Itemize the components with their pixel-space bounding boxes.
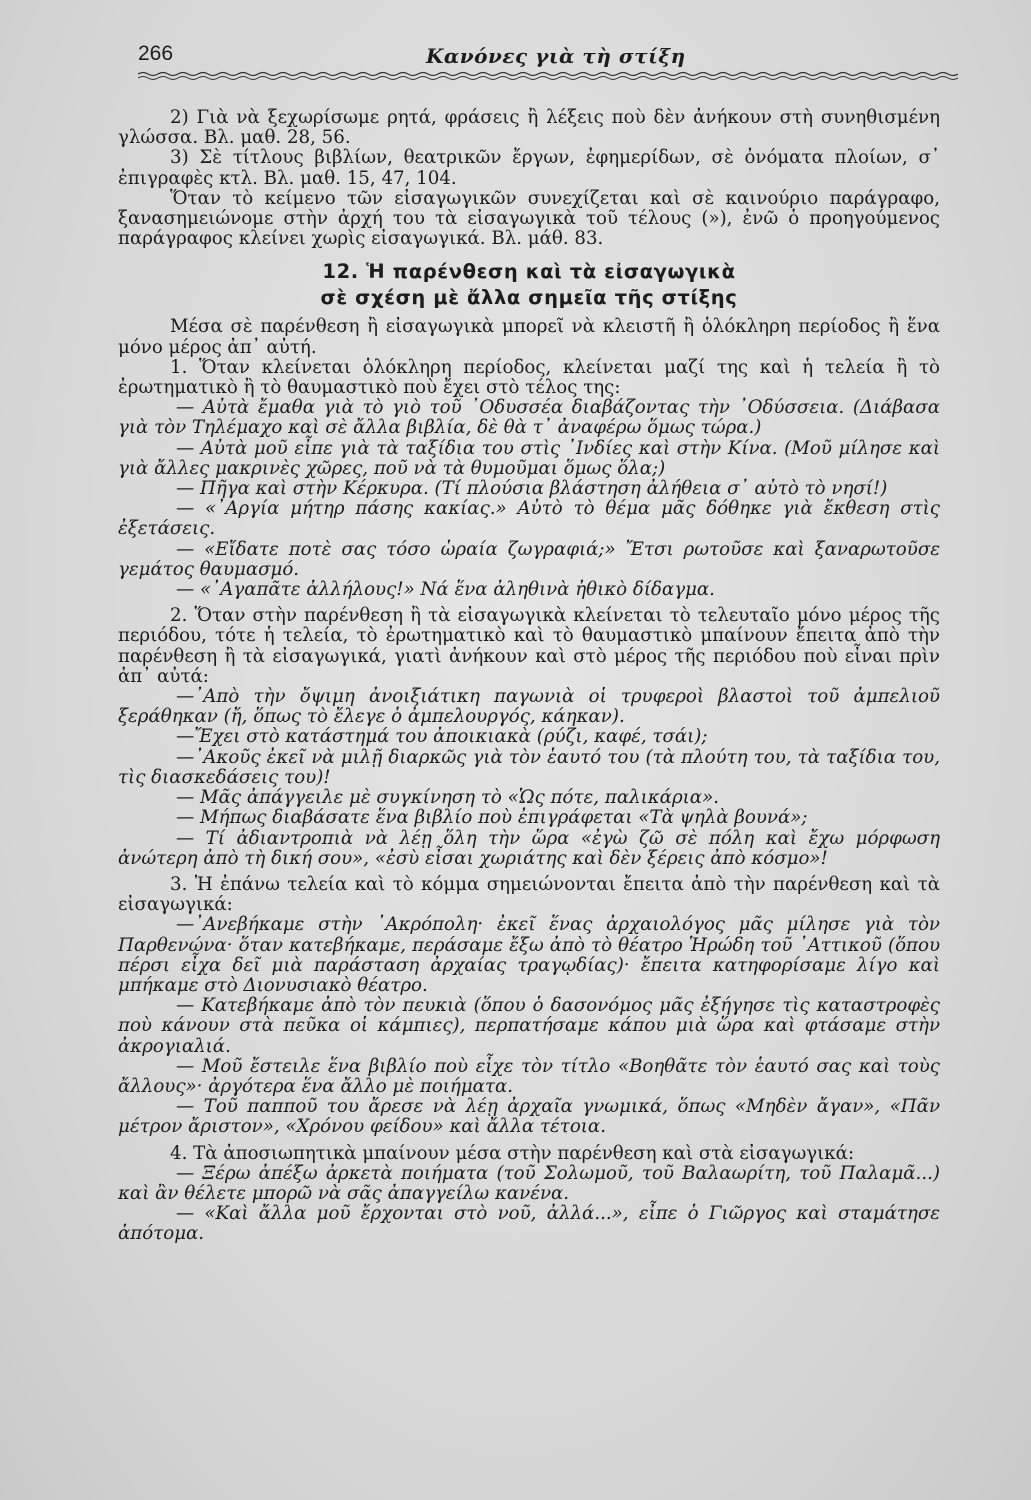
example-paragraph: — Μᾶς ἀπάγγειλε μὲ συγκίνηση τὸ «Ὡς πότε, παλικάρια». bbox=[176, 787, 719, 809]
page-body bbox=[118, 108, 940, 1245]
example-paragraph: — Κατεβήκαμε ἀπὸ τὸν πευκιὰ (ὅπου ὁ δασονόμος μᾶς ἐξήγησε τὶς καταστροφὲς ποὺ κάνουν στὰ πεῦκα οἱ κάμπιες), περπατήσαμε κάπου μιὰ ὥρα καὶ φτάσαμε στὴν ἀκρογιαλιά. bbox=[118, 995, 940, 1057]
section-heading-line-1: 12. Ἡ παρένθεση καὶ τὰ εἰσαγωγικὰ bbox=[322, 260, 736, 284]
example-paragraph: — «Εἴδατε ποτὲ σας τόσο ὡραία ζωγραφιά;» Ἔτσι ρωτοῦσε καὶ ξαναρωτοῦσε γεμάτος θαυμασμό. bbox=[118, 538, 940, 580]
example-paragraph: —᾽Ανεβήκαμε στὴν ᾽Ακρόπολη· ἐκεῖ ἕνας ἀρχαιολόγος μᾶς μίλησε γιὰ τὸν Παρθενώνα· ὅταν κατεβήκαμε, περάσαμε ἔξω ἀπὸ τὸ θέατρο Ἡρώδη τοῦ ᾽Αττικοῦ (ὅπου πέρσι εἶχα δεῖ μιὰ παράσταση ἀρχαίας τραγῳδίας)· ἔπειτα κατηφορίσαμε λίγο καὶ μπήκαμε στὸ Διονυσιακὸ θέατρο. bbox=[118, 914, 940, 996]
page-number: 266 bbox=[138, 42, 174, 65]
example-paragraph: — «Καὶ ἄλλα μοῦ ἔρχονται στὸ νοῦ, ἀλλά...», εἶπε ὁ Γιῶργος καὶ σταμάτησε ἀπότομα. bbox=[118, 1203, 940, 1245]
page-header bbox=[138, 40, 958, 80]
example-paragraph: —᾽Ακοῦς ἐκεῖ νὰ μιλῇ διαρκῶς γιὰ τὸν ἑαυτό του (τὰ πλούτη του, τὰ ταξίδια του, τὶς διασκεδάσεις του)! bbox=[118, 746, 940, 788]
rule-1-paragraph: 1. Ὅταν κλείνεται ὁλόκληρη περίοδος, κλείνεται μαζί της καὶ ἡ τελεία ἢ τὸ ἐρωτηματικὸ ἢ τὸ θαυμαστικὸ ποὺ ἔχει στὸ τέλος της: bbox=[118, 356, 940, 399]
rule-2-paragraph: 2) Γιὰ νὰ ξεχωρίσωμε ρητά, φράσεις ἢ λέξεις ποὺ δὲν ἀνήκουν στὴ συνηθισμένη γλώσσα. Βλ. μαθ. 28, 56. bbox=[118, 107, 940, 149]
example-paragraph: — «᾽Αγαπᾶτε ἀλλήλους!» Νά ἕνα ἀληθινὰ ἠθικὸ δίδαγμα. bbox=[176, 579, 715, 601]
example-paragraph: — Πῆγα καὶ στὴν Κέρκυρα. (Τί πλούσια βλάστηση ἀλήθεια σ᾽ αὐτὸ τὸ νησί!) bbox=[176, 478, 888, 500]
example-paragraph: —Ἔχει στὸ κατάστημά του ἀποικιακὰ (ρύζι, καφέ, τσάι); bbox=[176, 726, 708, 748]
example-paragraph: —᾽Απὸ τὴν ὄψιμη ἀνοιξιάτικη παγωνιὰ οἱ τρυφεροὶ βλαστοὶ τοῦ ἀμπελιοῦ ξεράθηκαν (ἤ, ὅπως τὸ ἔλεγε ὁ ἀμπελουργός, κάηκαν). bbox=[118, 686, 940, 728]
example-paragraph: — Μήπως διαβάσατε ἕνα βιβλίο ποὺ ἐπιγράφεται «Τὰ ψηλὰ βουνά»; bbox=[176, 807, 808, 829]
example-paragraph: — Ξέρω ἀπέξω ἀρκετὰ ποιήματα (τοῦ Σολωμοῦ, τοῦ Βαλαωρίτη, τοῦ Παλαμᾶ...) καὶ ἂν θέλετε μπορῶ νὰ σᾶς ἀπαγγείλω κανένα. bbox=[118, 1162, 940, 1204]
example-paragraph: — «᾽Αργία μήτηρ πάσης κακίας.» Αὐτὸ τὸ θέμα μᾶς δόθηκε γιὰ ἔκθεση στὶς ἐξετάσεις. bbox=[118, 498, 940, 540]
quotes-continuation-paragraph: Ὅταν τὸ κείμενο τῶν εἰσαγωγικῶν συνεχίζεται καὶ σὲ καινούριο παράγραφο, ξανασημειώνομε στὴν ἀρχή του τὰ εἰσαγωγικὰ τοῦ τέλους (»), ἐνῶ ὁ προηγούμενος παράγραφος κλείνει χωρὶς εἰσαγωγικά. Βλ. μάθ. 83. bbox=[118, 187, 940, 250]
running-title: Κανόνες γιὰ τὴ στίξη bbox=[426, 44, 686, 68]
example-paragraph: — Τοῦ παπποῦ του ἄρεσε νὰ λέῃ ἀρχαῖα γνωμικά, ὅπως «Μηδὲν ἄγαν», «Πᾶν μέτρον ἄριστον», «Χρόνου φείδου» καὶ ἄλλα τέτοια. bbox=[118, 1096, 940, 1138]
section-heading-line-2: σὲ σχέση μὲ ἄλλα σημεῖα τῆς στίξης bbox=[320, 286, 738, 310]
header-wavy-rule bbox=[138, 70, 958, 82]
rule-3-paragraph: 3) Σὲ τίτλους βιβλίων, θεατρικῶν ἔργων, ἐφημερίδων, σὲ ὀνόματα πλοίων, σ᾽ ἐπιγραφὲς κτλ. Βλ. μαθ. 15, 47, 104. bbox=[118, 147, 940, 189]
section-intro-paragraph: Μέσα σὲ παρένθεση ἢ εἰσαγωγικὰ μπορεῖ νὰ κλειστῆ ἢ ὁλόκληρη περίοδος ἢ ἕνα μόνο μέρος ἀπ᾽ αὐτή. bbox=[118, 316, 940, 358]
rule-3-numbered-paragraph: 3. Ἡ ἐπάνω τελεία καὶ τὸ κόμμα σημειώνονται ἔπειτα ἀπὸ τὴν παρένθεση καὶ τὰ εἰσαγωγικά: bbox=[118, 873, 940, 916]
rule-2-numbered-paragraph: 2. Ὅταν στὴν παρένθεση ἢ τὰ εἰσαγωγικὰ κλείνεται τὸ τελευταῖο μόνο μέρος τῆς περιόδου, τότε ἡ τελεία, τὸ ἐρωτηματικὸ καὶ τὸ θαυμαστικὸ μπαίνουν ἔπειτα ἀπὸ τὴν παρένθεση ἢ τὰ εἰσαγωγικά, γιατὶ ἀνήκουν καὶ στὸ μέρος τῆς περιόδου ποὺ εἶναι πρὶν ἀπ᾽ αὐτά: bbox=[118, 605, 940, 687]
example-paragraph: — Αὐτὰ μοῦ εἶπε γιὰ τὰ ταξίδια του στὶς ᾽Ινδίες καὶ στὴν Κίνα. (Μοῦ μίλησε καὶ γιὰ ἄλλες μακρινὲς χῶρες, ποῦ νὰ τὰ θυμοῦμαι ὅμως ὅλα;) bbox=[118, 437, 940, 479]
rule-4-numbered-paragraph: 4. Τὰ ἀποσιωπητικὰ μπαίνουν μέσα στὴν παρένθεση καὶ στὰ εἰσαγωγικά: bbox=[170, 1142, 855, 1164]
example-paragraph: — Τί ἀδιαντροπιὰ νὰ λέῃ ὅλη τὴν ὥρα «ἐγὼ ζῶ σὲ πόλη καὶ ἔχω μόρφωση ἀνώτερη ἀπὸ τὴ δική σου», «ἐσὺ εἶσαι χωριάτης καὶ δὲν ξέρεις ἀπὸ κόσμο»! bbox=[118, 827, 940, 869]
example-paragraph: — Αὐτὰ ἔμαθα γιὰ τὸ γιὸ τοῦ ᾽Οδυσσέα διαβάζοντας τὴν ᾽Οδύσσεια. (Διάβασα γιὰ τὸν Τηλέμαχο καὶ σὲ ἄλλα βιβλία, δὲ θὰ τ᾽ ἀναφέρω ὅμως τώρα.) bbox=[118, 397, 940, 439]
example-paragraph: — Μοῦ ἔστειλε ἕνα βιβλίο ποὺ εἶχε τὸν τίτλο «Βοηθᾶτε τὸν ἑαυτό σας καὶ τοὺς ἄλλους»· ἀργότερα ἕνα ἄλλο μὲ ποιήματα. bbox=[118, 1055, 940, 1097]
